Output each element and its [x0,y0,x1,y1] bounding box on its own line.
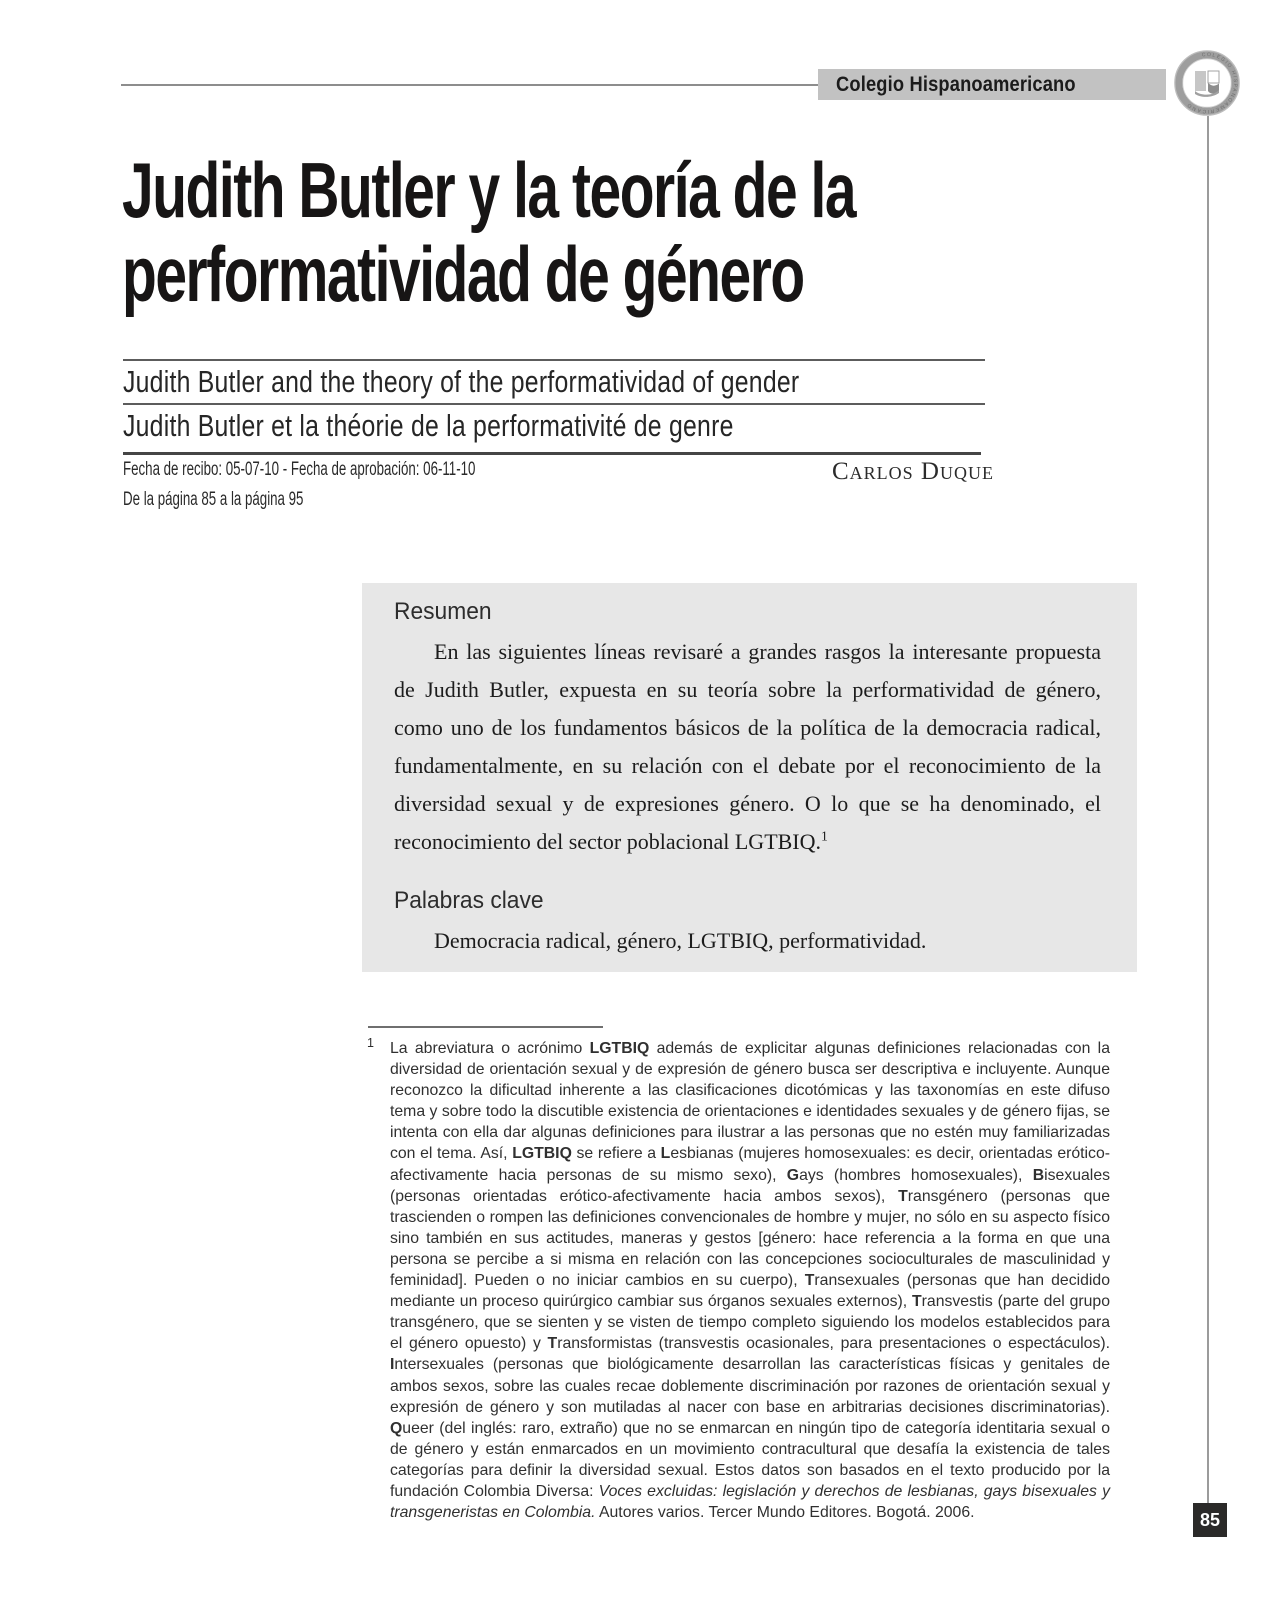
footnote-text: La abreviatura o acrónimo LGTBIQ además de explicitar algunas definiciones relacionadas con la diversidad de orientación sexual y de expresión de género busca ser descriptiva e incluyente. Aunque reconozco la dificultad inherente a las clasificaciones dicotómicas y las taxonomías en este difuso tema y sobre todo la discutible existencia de orientaciones e identidades sexuales y de género fijas, se intenta con ella dar algunas definiciones para ilustrar a las personas que no estén muy familiarizadas con el tema. Así, LGTBIQ se refiere a Lesbianas (mujeres homosexuales: es decir, orientadas erótico-afectivamente hacia personas de su mismo sexo), Gays (hombres homosexuales), Bisexuales (personas orientadas erótico-afectivamente hacia ambos sexos), Transgénero (personas que trascienden o rompen las definiciones convencionales de hombre y mujer, no sólo en su aspecto físico sino también en sus actitudes, maneras y gestos [género: hace referencia a la forma en que una persona se percibe a si misma en relación con las concepciones socioculturales de masculinidad y feminidad]. Pueden o no iniciar cambios en su cuerpo), Transexuales (personas que han decidido mediante un proceso quirúrgico cambiar sus órganos sexuales externos), Transvestis (parte del grupo transgénero, que se sienten y se visten de tiempo completo siguiendo los modelos establecidos para el género opuesto) y Transformistas (transvestis ocasionales, para presentaciones o espectáculos). Intersexuales (personas que biológicamente desarrollan las características físicas y genitales de ambos sexos, sobre las cuales recae doblemente discriminación por razones de orientación sexual y expresión de género y son mutiladas al nacer con base en arbitrarias decisiones discriminatorias). Queer (del inglés: raro, extraño) que no se enmarcan en ningún tipo de categoría identitaria sexual o de género y están enmarcados en un movimiento contracultural que desafía la existencia de tales categorías para definir la diversidad sexual. Estos datos son basados en el texto producido por la fundación Colombia Diversa: Voces excluidas: legislación y derechos de lesbianas, gays bisexuales y transgeneristas en Colombia. Autores varios. Tercer Mundo Editores. Bogotá. 2006. [390,1040,1110,1522]
article-title-line1: Judith Butler y la teoría de la [122,146,856,234]
subtitle-rule-top [123,359,985,361]
page-number-badge [1193,1503,1227,1537]
subtitle-rule-middle [123,403,985,405]
page-range: De la página 85 a la página 95 [123,489,304,510]
institution-name: Colegio Hispanoamericano [836,72,1076,96]
article-title [122,148,1035,316]
subtitle-french: Judith Butler et la théorie de la performativité de genre [123,408,734,443]
subtitle-english: Judith Butler and the theory of the performatividad of gender [123,364,800,399]
receipt-approval-dates: Fecha de recibo: 05-07-10 - Fecha de aprobación: 06-11-10 [123,459,476,480]
author-name: Carlos Duque [832,458,994,485]
keywords-heading: Palabras clave [394,887,544,914]
page-number: 85 [1199,1509,1221,1530]
footnote-number: 1 [367,1036,374,1050]
article-title-line2: performatividad de género [122,230,804,318]
abstract-heading: Resumen [394,598,492,625]
abstract-body: En las siguientes líneas revisaré a grandes rasgos la interesante propuesta de Judith Butler, expuesta en su teoría sobre la performatividad de género, como uno de los fundamentos básicos de la política de la democracia radical, fundamentalmente, en su relación con el debate por el reconocimiento de la diversidad sexual y de expresiones género. O lo que se ha denominado, el reconocimiento del sector poblacional LGTBIQ.$^1$ [394,639,1101,854]
keywords-list: Democracia radical, género, LGTBIQ, performatividad. [434,928,927,953]
logo-ring-text: COLEGIO HISPANOAMERICANO [1185,51,1239,115]
header-rule [121,84,818,86]
open-book-seal-icon [1174,50,1240,116]
footnote [362,1038,1110,1523]
subtitle-rule-bottom [123,452,981,455]
abstract-box [362,583,1137,972]
institution-logo [1174,50,1240,116]
footnote-rule [368,1026,603,1028]
margin-vertical-line [1207,116,1209,1503]
header-bar [818,69,1166,100]
